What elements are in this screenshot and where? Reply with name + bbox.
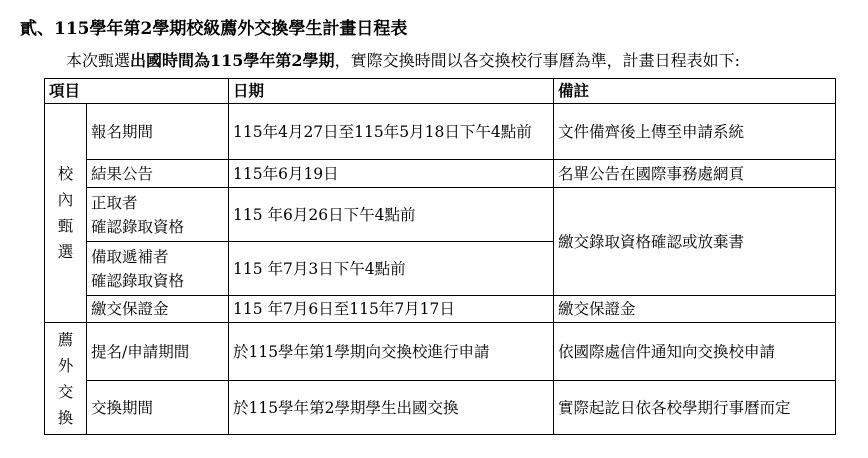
intro-paragraph [66, 48, 740, 71]
header-note: 備註 [554, 79, 836, 104]
row-label: 備取遞補者 確認錄取資格 [87, 242, 229, 296]
row-label: 交換期間 [87, 381, 229, 435]
row-date: 於115學年第1學期向交換校進行申請 [229, 323, 554, 381]
row-note: 繳交保證金 [554, 296, 836, 323]
row-date: 115年4月27日至115年5月18日下午4點前 [229, 104, 554, 160]
table-row [45, 188, 836, 242]
row-label: 提名/申請期間 [87, 323, 229, 381]
row-date: 115年6月19日 [229, 160, 554, 188]
row-note-merged: 繳交錄取資格確認或放棄書 [554, 188, 836, 296]
row-note: 實際起訖日依各校學期行事曆而定 [554, 381, 836, 435]
row-note: 名單公告在國際事務處網頁 [554, 160, 836, 188]
row-note: 依國際處信件通知向交換校申請 [554, 323, 836, 381]
table-row [45, 323, 836, 381]
intro-text-2: ，實際交換時間以各交換校行事曆為準，計畫日程表如下: [334, 51, 740, 70]
table-row [45, 160, 836, 188]
table-header-row [45, 79, 836, 104]
row-note: 文件備齊後上傳至申請系統 [554, 104, 836, 160]
table-row [45, 104, 836, 160]
page-heading: 貳、115學年第2學期校級薦外交換學生計畫日程表 [20, 19, 408, 39]
intro-text-1: 本次甄選 [66, 51, 131, 70]
row-date: 115 年6月26日下午4點前 [229, 188, 554, 242]
row-date: 於115學年第2學期學生出國交換 [229, 381, 554, 435]
row-label: 正取者 確認錄取資格 [87, 188, 229, 242]
row-label: 結果公告 [87, 160, 229, 188]
row-date: 115 年7月6日至115年7月17日 [229, 296, 554, 323]
row-date: 115 年7月3日下午4點前 [229, 242, 554, 296]
group-label-internal-selection: 校 內 甄 選 [45, 104, 87, 323]
row-label: 報名期間 [87, 104, 229, 160]
table-row [45, 296, 836, 323]
table-row [45, 381, 836, 435]
intro-text-bold: 出國時間為115學年第2學期 [130, 51, 335, 70]
header-date: 日期 [229, 79, 554, 104]
schedule-table [44, 78, 836, 435]
row-label: 繳交保證金 [87, 296, 229, 323]
header-item: 項目 [45, 79, 229, 104]
group-label-exchange: 薦 外 交 換 [45, 323, 87, 435]
